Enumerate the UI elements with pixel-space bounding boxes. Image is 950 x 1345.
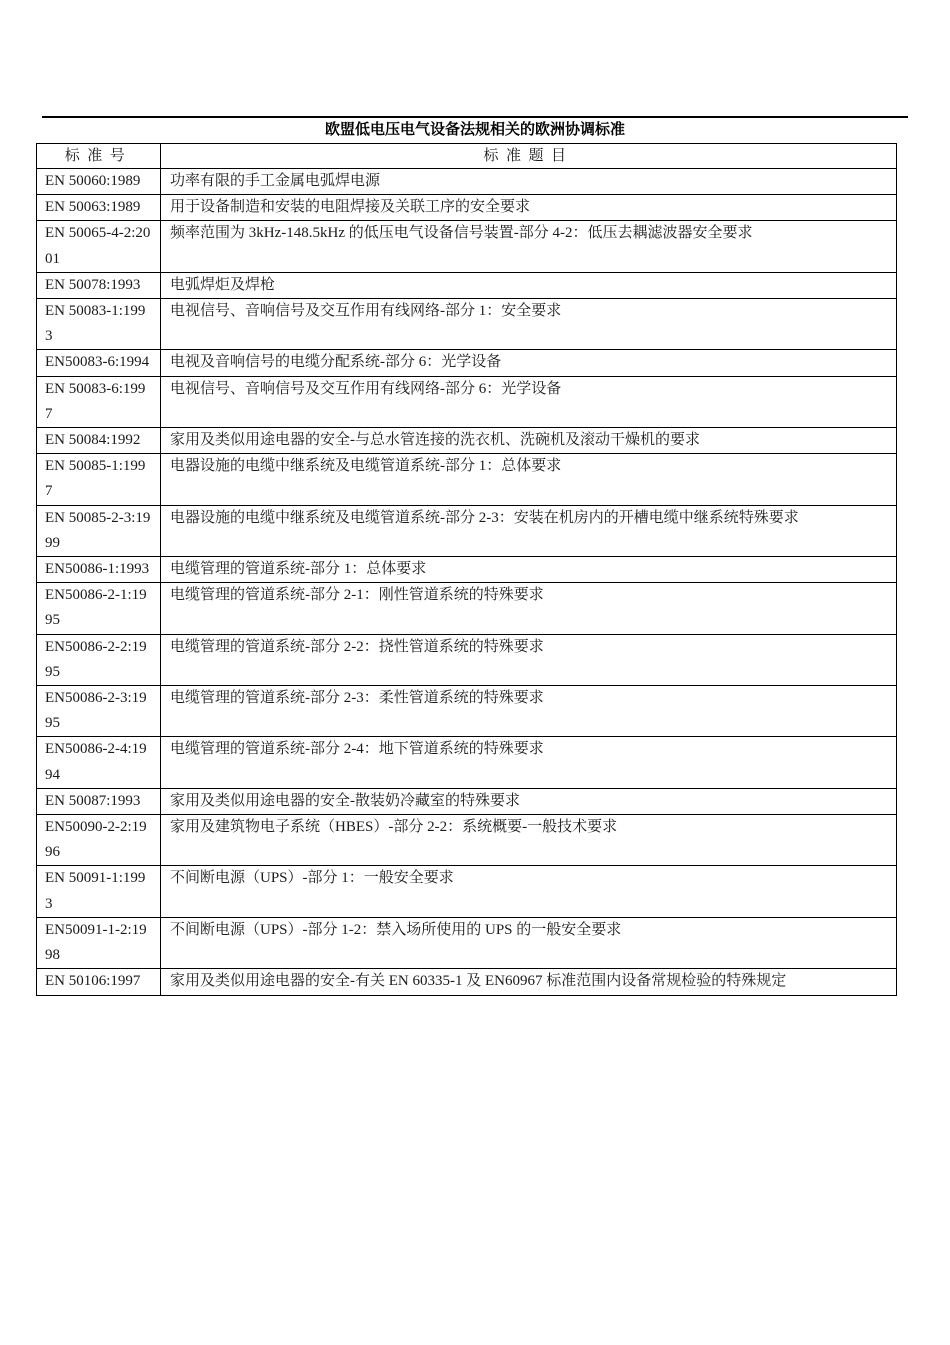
standard-number: EN 50085-2-3:1999 [37,505,161,556]
standard-number: EN 50083-6:1997 [37,376,161,427]
table-row [37,195,897,221]
standard-number: EN 50087:1993 [37,788,161,814]
standard-title: 用于设备制造和安装的电阻焊接及关联工序的安全要求 [161,195,897,221]
standard-number: EN 50106:1997 [37,969,161,995]
standard-title: 家用及建筑物电子系统（HBES）-部分 2-2：系统概要-一般技术要求 [161,815,897,866]
document-title: 欧盟低电压电气设备法规相关的欧洲协调标准 [324,122,625,138]
table-row [37,505,897,556]
table-row [37,583,897,634]
title-top-rule [42,116,908,118]
standard-number: EN50086-2-3:1995 [37,686,161,737]
table-row [37,634,897,685]
table-row [37,272,897,298]
table-row [37,376,897,427]
standard-number: EN 50078:1993 [37,272,161,298]
standard-title: 不间断电源（UPS）-部分 1-2：禁入场所使用的 UPS 的一般安全要求 [161,917,897,968]
table-row [37,737,897,788]
standard-title: 电缆管理的管道系统-部分 2-2：挠性管道系统的特殊要求 [161,634,897,685]
standard-title: 不间断电源（UPS）-部分 1：一般安全要求 [161,866,897,917]
table-row [37,350,897,376]
standard-number: EN50086-2-4:1994 [37,737,161,788]
standards-table [36,143,897,996]
standard-title: 电视信号、音响信号及交互作用有线网络-部分 1：安全要求 [161,299,897,350]
standard-title: 电缆管理的管道系统-部分 2-1：刚性管道系统的特殊要求 [161,583,897,634]
standard-number: EN 50063:1989 [37,195,161,221]
header-standard-title: 标准题目 [161,144,897,169]
standard-title: 家用及类似用途电器的安全-散装奶冷藏室的特殊要求 [161,788,897,814]
standard-title: 电弧焊炬及焊枪 [161,272,897,298]
standard-title: 家用及类似用途电器的安全-有关 EN 60335-1 及 EN60967 标准范围内设备常规检验的特殊规定 [161,969,897,995]
standard-title: 频率范围为 3kHz-148.5kHz 的低压电气设备信号装置-部分 4-2：低压去耦滤波器安全要求 [161,221,897,272]
standard-title: 电缆管理的管道系统-部分 2-4：地下管道系统的特殊要求 [161,737,897,788]
standard-number: EN 50091-1:1993 [37,866,161,917]
table-row [37,299,897,350]
table-row [37,557,897,583]
table-row [37,866,897,917]
table-row [37,169,897,195]
standard-title: 家用及类似用途电器的安全-与总水管连接的洗衣机、洗碗机及滚动干燥机的要求 [161,428,897,454]
table-row [37,917,897,968]
standard-number: EN 50084:1992 [37,428,161,454]
standard-number: EN50086-2-1:1995 [37,583,161,634]
standard-title: 电器设施的电缆中继系统及电缆管道系统-部分 1：总体要求 [161,454,897,505]
standard-number: EN50086-1:1993 [37,557,161,583]
table-row [37,815,897,866]
standard-number: EN50091-1-2:1998 [37,917,161,968]
standard-number: EN 50083-1:1993 [37,299,161,350]
table-row [37,686,897,737]
table-row [37,788,897,814]
standard-number: EN 50060:1989 [37,169,161,195]
standard-title: 电视信号、音响信号及交互作用有线网络-部分 6：光学设备 [161,376,897,427]
table-row [37,221,897,272]
standard-number: EN 50085-1:1997 [37,454,161,505]
standard-number: EN50090-2-2:1996 [37,815,161,866]
table-row [37,454,897,505]
table-row [37,969,897,995]
standard-title: 功率有限的手工金属电弧焊电源 [161,169,897,195]
standard-number: EN50083-6:1994 [37,350,161,376]
table-row [37,428,897,454]
header-standard-number: 标准号 [37,144,161,169]
standard-title: 电视及音响信号的电缆分配系统-部分 6：光学设备 [161,350,897,376]
standard-number: EN50086-2-2:1995 [37,634,161,685]
standard-title: 电缆管理的管道系统-部分 1：总体要求 [161,557,897,583]
table-header-row [37,144,897,169]
standard-number: EN 50065-4-2:2001 [37,221,161,272]
standard-title: 电器设施的电缆中继系统及电缆管道系统-部分 2-3：安装在机房内的开槽电缆中继系统特殊要求 [161,505,897,556]
standard-title: 电缆管理的管道系统-部分 2-3：柔性管道系统的特殊要求 [161,686,897,737]
